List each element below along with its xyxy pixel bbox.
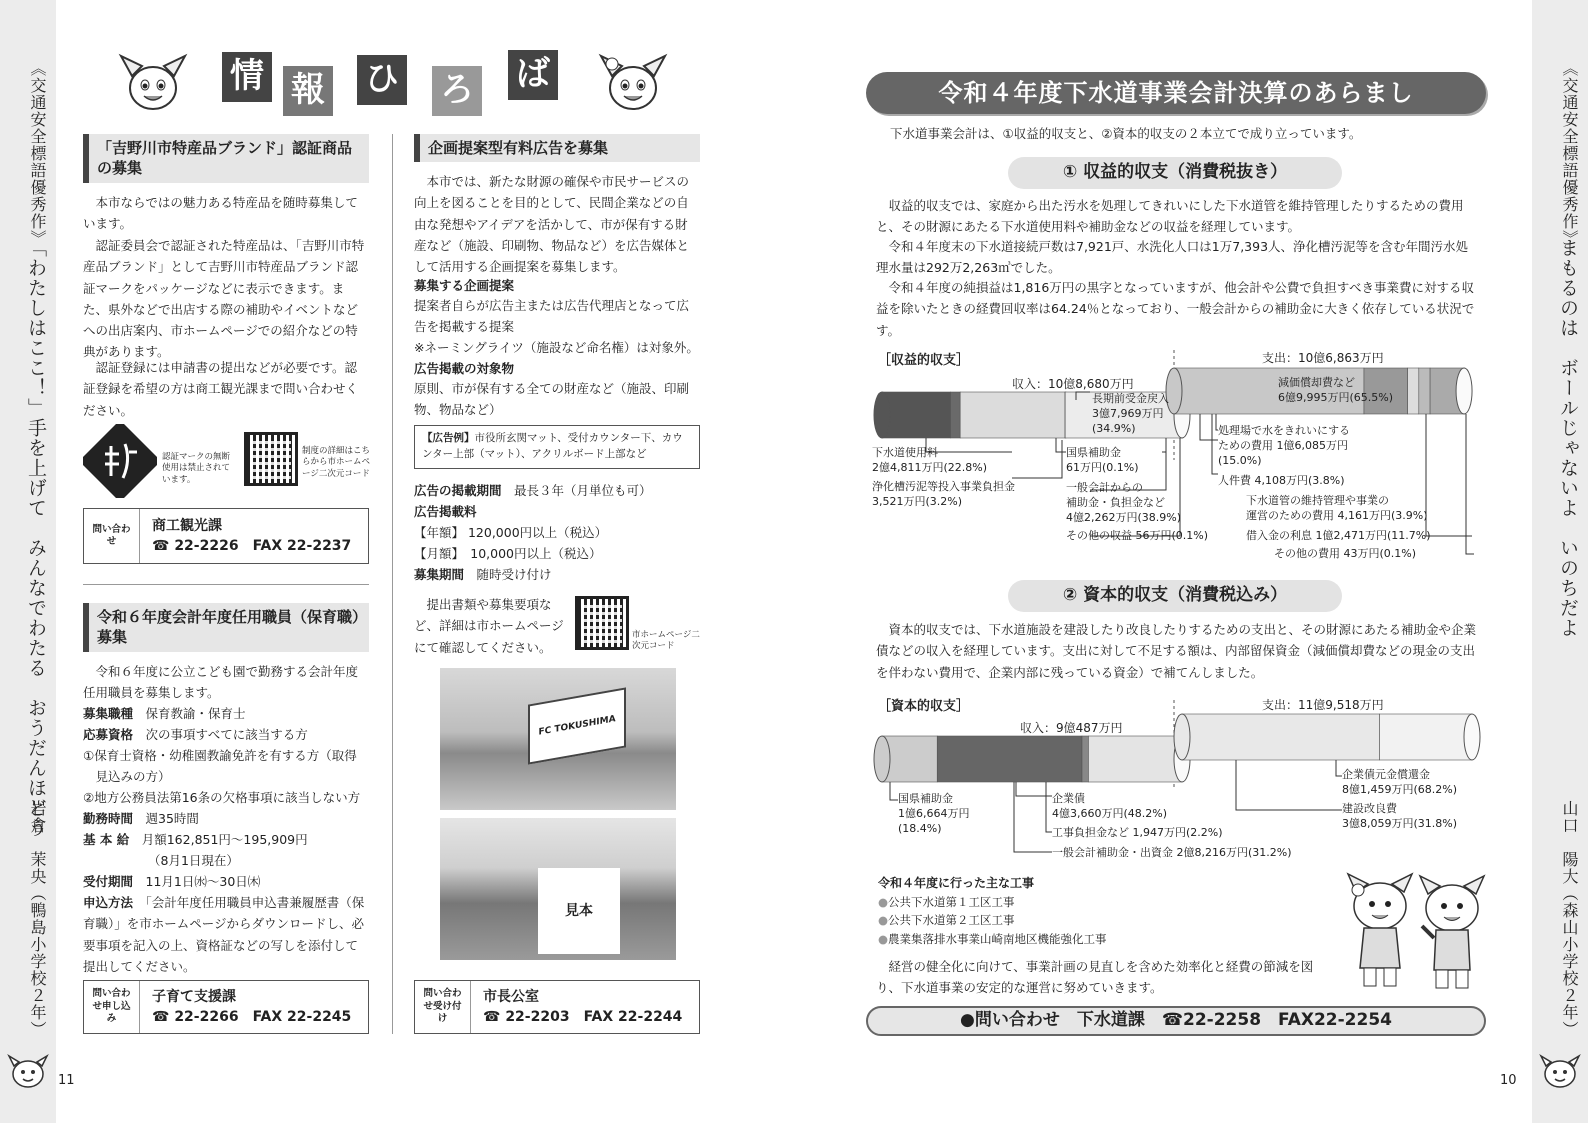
chart1-expense-1: 処理場で水をきれいにする ための費用 1億6,085万円 (15.0%): [1218, 424, 1350, 467]
ads-period-value: 最長３年（月単位も可）: [514, 483, 652, 498]
sewer-contact[interactable]: ●問い合わせ 下水道課 ☎22-2258 FAX22-2254: [866, 1006, 1486, 1036]
ads-title: 企画提案型有料広告を募集: [414, 134, 700, 162]
recruit-row-1: [83, 703, 369, 724]
chart1-income-segment-0: [882, 392, 950, 438]
ads-h2: 広告掲載の対象物: [414, 361, 515, 376]
left-divider: [83, 584, 369, 585]
recruit-pay-note: （8月1日現在）: [148, 853, 239, 868]
chart2-expense-bar: [1174, 714, 1480, 760]
ads-intro: 本市では、新たな財源の確保や市民サービスの向上を図ることを目的として、民間企業などの自由な発想やアイデアを活かして、市が保有する財産など（施設、印刷物、物品など）を広告媒体として活用する企画提案を募集します。: [414, 174, 690, 274]
recruit-row-2-value: 次の事項すべてに該当する方: [145, 727, 308, 742]
ads-fee-month: 【月額】 10,000円以上（税込）: [414, 546, 602, 561]
mascot-right-icon: [598, 50, 668, 114]
brand-title: 「吉野川市特産品ブランド」認証商品の募集: [83, 134, 369, 183]
chart2-expense-label: 支出：11億9,518万円: [1262, 698, 1384, 712]
sewer-s1-p2: 令和４年度末の下水道接続戸数は7,921戸、水洗化人口は1万7,393人、浄化槽汚泥等を含む年間汚水処理水量は292万2,263㎥でした。: [876, 239, 1469, 276]
brand-qr-code[interactable]: [244, 432, 298, 486]
brand-contact-label: 問い合わせ: [84, 509, 140, 563]
chart2-expense-cap-left: [1174, 714, 1190, 760]
ads-accept-label: 募集期間: [414, 567, 465, 582]
recruit-row-1-value: 保育教諭・保育士: [145, 706, 246, 721]
ads-photo-sample-label: 見本: [538, 868, 620, 954]
sewer-intro: 下水道事業会計は、①収益的収支と、②資本的収支の２本立てで成り立っています。: [890, 126, 1362, 141]
ads-t1b: ※ネーミングライツ（施設など命名権）は対象外。: [414, 340, 699, 355]
brand-mark-note: 認証マークの無断使用は禁止されています。: [162, 452, 231, 485]
ads-example-box: [414, 425, 700, 469]
chart1-income-2: 長期前受金戻入 3億7,969万円 (34.9%): [1092, 392, 1169, 435]
recruit-accept-value: 11月1日㈬～30日㈭: [145, 874, 261, 889]
recruit-row-3-value: 週35時間: [145, 811, 199, 826]
works-item: ●農業集落排水事業山崎南地区機能強化工事: [878, 931, 1107, 946]
recruit-row-2-label: 応募資格: [83, 727, 134, 742]
recruit-contact-label: 問い合わせ申し込み: [84, 981, 140, 1033]
mascot-left-icon: [118, 50, 188, 114]
slogan-header: 《交通安全標語優秀作》: [28, 60, 47, 247]
chart2-title: ［資本的収支］: [878, 699, 970, 714]
ads-h1: 募集する企画提案: [414, 278, 515, 293]
chart2-income-segment-1: [937, 736, 1082, 782]
chart1-expense-2: 人件費 4,108万円(3.8%): [1218, 474, 1345, 487]
mascot-icon: [6, 1052, 50, 1090]
banner-char-5: ば: [508, 50, 558, 100]
recruit-row-4: [83, 829, 369, 850]
brand-para-1: 本市ならではの魅力ある特産品を随時募集しています。: [83, 195, 358, 232]
works-title: 令和４年度に行った主な工事: [878, 876, 1035, 890]
recruit-row-4-value: 月額162,851円～195,909円: [141, 832, 308, 847]
chart1-expense-4: 借入金の利息 1億2,471万円(11.7%): [1246, 529, 1431, 542]
page-number-left: 11: [58, 1073, 75, 1088]
banner-char-1: 情: [222, 52, 272, 102]
recruit-contact-dept: 子育て支援課: [152, 988, 236, 1005]
ads-t2: 原則、市が保有する全ての財産など（施設、印刷物、物品など）: [414, 381, 690, 418]
ads-period-label: 広告の掲載期間: [414, 483, 502, 498]
brand-para-3: 認証登録には申請書の提出などが必要です。認証登録を希望の方は商工観光課まで問い合わせください。: [83, 360, 359, 418]
works-list: [878, 893, 1107, 948]
chart1-income-5: その他の収益 56万円(0.1%): [1066, 529, 1209, 542]
brand-qr-note: 制度の詳細はこちらから市ホームページ二次元コード: [302, 446, 371, 479]
chart2-expense-cap-right: [1464, 714, 1480, 760]
brand-contact-box: [83, 508, 369, 564]
brand-contact-dept: 商工観光課: [152, 517, 222, 534]
works-item: ●公共下水道第２工区工事: [878, 913, 1015, 928]
sewer-s1-p3: 令和４年度の純損益は1,816万円の黒字となっていますが、他会計や公費で負担すべき事業費に対する収益を除いたときの経費回収率は64.24％となっており、一般会計からの補助金に大きく依存している状況です。: [876, 280, 1475, 338]
chart1-title: ［収益的収支］: [878, 353, 970, 368]
chart2-income-cap-left: [874, 736, 890, 782]
ads-example-label: 【広告例】: [422, 432, 475, 444]
chart1-income-4: 一般会計からの 補助金・負担金など 4億2,262万円(38.9%): [1066, 481, 1182, 524]
ads-qr-note: 市ホームページ二次元コード: [632, 630, 700, 652]
chart1-income-segment-2: [960, 392, 1065, 438]
chart2-income-segment-2: [1082, 736, 1088, 782]
recruit-apply: [83, 892, 369, 977]
brand-para-2: 認証委員会で認証された特産品は、「吉野川市特産品ブランド」として吉野川市特産品ブランド認証マークをパッケージなどに表示できます。また、県外などで出店する際の補助やイベントなどへの出店案内、市ホームページでの紹介などの特典があります。: [83, 238, 365, 360]
mascot-icon-right: [1538, 1052, 1582, 1090]
chart1-expense-cap-right: [1456, 368, 1472, 414]
chart2-income-0: 国県補助金 1億6,664万円 (18.4%): [898, 792, 970, 835]
chart1-income-0: 下水道使用料 2億4,811万円(22.8%): [872, 446, 988, 474]
slogan-header-right: 《交通安全標語優秀作》: [1560, 60, 1579, 247]
chart1-income-label: 収入：10億8,680万円: [1012, 377, 1134, 391]
recruit-row-4-label: 基 本 給: [83, 832, 130, 847]
chart2-leader-1: [1016, 782, 1052, 796]
recruit-contact-box: [83, 980, 369, 1034]
chart2-expense-segment-1: [1380, 714, 1472, 760]
chart1-expense-segment-3: [1419, 368, 1430, 414]
chart2-expense-segment-0: [1182, 714, 1380, 760]
ads-submit-note: 提出書類や募集要項など、詳細は市ホームページにて確認してください。: [414, 597, 564, 655]
chart1-income-1: 浄化槽汚泥等投入事業負担金 3,521万円(3.2%): [872, 480, 1015, 508]
column-divider: [392, 134, 393, 1034]
ads-contact-dept: 市長公室: [483, 988, 539, 1005]
ads-photo-2: [440, 818, 676, 960]
banner-char-4: ろ: [432, 66, 482, 116]
chart1-leader-10: [1426, 414, 1472, 536]
recruit-apply-value: 「会計年度任用職員申込書兼履歴書（保育職）」を市ホームページからダウンロードし、必要事項を記入の上、資格証などの写しを添付して提出してください。: [83, 895, 365, 974]
chart2-income-label: 収入：9億487万円: [1020, 721, 1123, 735]
recruit-title: 令和６年度会計年度任用職員（保育職）募集: [83, 603, 369, 652]
chart1-leader-11: [1466, 414, 1474, 554]
recruit-row-3-label: 勤務時間: [83, 811, 134, 826]
sewer-title: 令和４年度下水道事業会計決算のあらまし: [866, 72, 1486, 114]
banner-char-2: 報: [283, 66, 333, 116]
chart1-income-segment-1: [950, 392, 960, 438]
sewer-s1-title: ① 収益的収支（消費税抜き）: [1008, 157, 1342, 189]
slogan-author: 岩倉 茉央（鴨島小学校２年）: [28, 800, 47, 1038]
ads-contact-tel[interactable]: ☎ 22-2203 FAX 22-2244: [483, 1009, 683, 1025]
chart1-expense-0: 減価償却費など 6億9,995万円(65.5%): [1278, 376, 1394, 404]
slogan-text: 「わたしはここ！」手を上げて みんなでわたる おうだんほどう: [25, 238, 47, 838]
ads-period: [414, 480, 700, 501]
chart2-income-3: 一般会計補助金・出資金 2億8,216万円(31.2%): [1052, 846, 1292, 859]
ads-example-text: 市役所玄関マット、受付カウンター下、カウンター上部（マット）、アクリルボード上部など: [422, 432, 683, 461]
sewer-s2-p1: 資本的収支では、下水道施設を建設したり改良したりするための支出と、その財源にあたる補助金や企業債などの収入を経理しています。支出に対して不足する額は、内部留保資金（減価償却費などの現金の支出を伴わない費用で、企業内部に残っている資金）で補てんしました。: [876, 622, 1477, 680]
chart2-leader-0: [890, 782, 898, 800]
works-item: ●公共下水道第１工区工事: [878, 895, 1015, 909]
chart1-expense-3: 下水道管の維持管理や事業の 運営のための費用 4,161万円(3.9%): [1246, 494, 1428, 522]
chart1-expense-label: 支出：10億6,863万円: [1262, 351, 1384, 365]
recruit-row-1-label: 募集職種: [83, 706, 134, 721]
recruit-row-2: [83, 724, 369, 745]
sewer-s2-title: ② 資本的収支（消費税込み）: [1008, 580, 1342, 612]
chart2-expense-0: 企業債元金償還金 8億1,459万円(68.2%): [1342, 768, 1458, 796]
chart1-income-cap-left: [874, 392, 890, 438]
recruit-contact-tel[interactable]: ☎ 22-2266 FAX 22-2245: [152, 1009, 352, 1025]
mascot-pair-icon: [1342, 872, 1488, 996]
chart2-income-1: 企業債 4億3,660万円(48.2%): [1052, 792, 1168, 820]
ads-contact-box: [414, 980, 700, 1034]
chart2-leader-5: [1236, 760, 1342, 810]
ads-accept: [414, 564, 700, 585]
ads-contact-label: 問い合わせ受け付け: [415, 981, 471, 1033]
recruit-intro: 令和６年度に公立こども園で勤務する会計年度任用職員を募集します。: [83, 664, 359, 701]
slogan-author-right: 山口 陽大（森山小学校２年）: [1560, 800, 1579, 1038]
slogan-text-right: まもるのは ボールじゃないよ いのちだよ: [1557, 238, 1579, 638]
ads-qr-code[interactable]: [575, 596, 629, 650]
ads-fee-year: 【年額】 120,000円以上（税込）: [414, 525, 608, 540]
brand-mark-logo: [83, 424, 157, 498]
ads-t1: 提案者自らが広告主または広告代理店となって広告を掲載する提案: [414, 298, 690, 335]
right-sidebar: [1532, 0, 1588, 1123]
chart1-expense-segment-2: [1408, 368, 1419, 414]
recruit-cond-2: ②地方公務員法第16条の欠格事項に該当しない方: [83, 790, 361, 805]
page-number-right: 10: [1500, 1073, 1517, 1088]
brand-contact-tel[interactable]: ☎ 22-2226 FAX 22-2237: [152, 538, 352, 554]
chart1-expense-5: その他の費用 43万円(0.1%): [1274, 547, 1417, 560]
recruit-apply-label: 申込方法: [83, 895, 134, 910]
left-sidebar: [0, 0, 56, 1123]
chart1-leader-8: [1200, 414, 1218, 440]
sewer-closing: 経営の健全化に向けて、事業計画の見直しを含めた効率化と経費の節減を図り、下水道事業の安定的な運営に努めていきます。: [876, 959, 1314, 996]
recruit-accept-label: 受付期間: [83, 874, 134, 889]
chart1-income-3: 国県補助金 61万円(0.1%): [1066, 446, 1139, 474]
chart1-leader-4: [1162, 438, 1166, 452]
chart1-leader-2: [1012, 440, 1062, 478]
chart2-income-2: 工事負担金など 1,947万円(2.2%): [1052, 826, 1223, 839]
chart2-income-bar: [874, 736, 1190, 782]
chart2-income-segment-3: [1088, 736, 1182, 782]
banner-char-3: ひ: [357, 55, 407, 105]
chart2-expense-1: 建設改良費 3億8,059万円(31.8%): [1342, 802, 1458, 830]
ads-photo-1: [440, 668, 676, 810]
recruit-cond-1: ①保育士資格・幼稚園教諭免許を有する方（取得見込みの方）: [83, 748, 357, 785]
recruit-row-3: [83, 808, 369, 829]
ads-fee-label: 広告掲載料: [414, 504, 477, 519]
recruit-accept: [83, 871, 369, 892]
sewer-s1-p1: 収益的収支では、家庭から出た汚水を処理してきれいにした下水道管を維持管理したりするための費用と、その財源にあたる下水道使用料や補助金などの収益を経理しています。: [876, 198, 1464, 235]
ads-photo-banner: FC TOKUSHIMA: [528, 687, 626, 764]
ads-accept-value: 随時受け付け: [476, 567, 552, 582]
chart1-leader-1: [1056, 438, 1066, 452]
